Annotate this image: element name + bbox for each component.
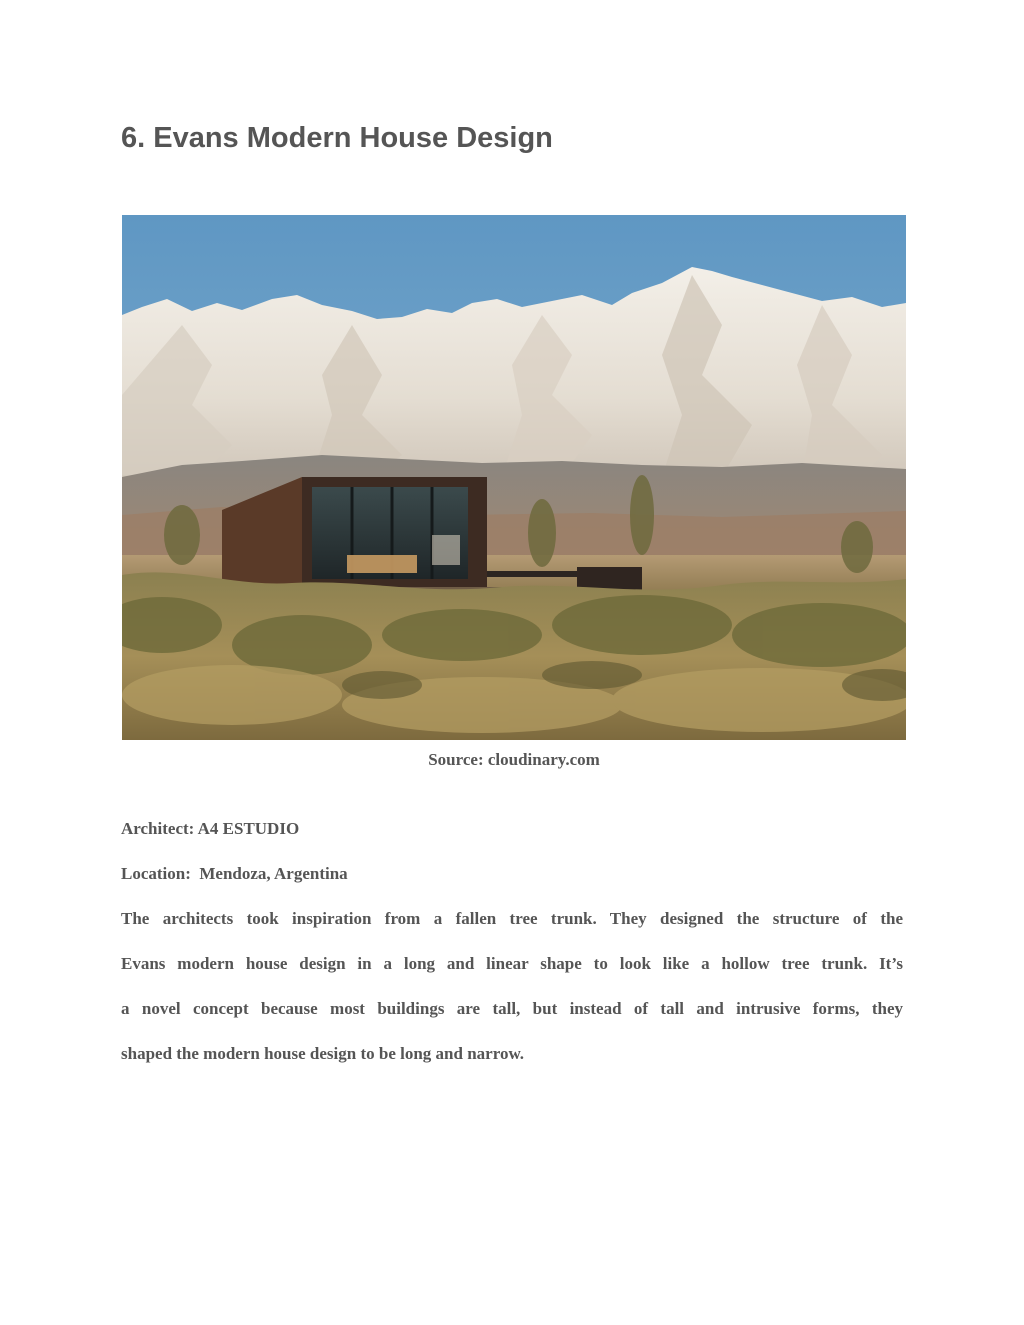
page-title: 6. Evans Modern House Design bbox=[121, 122, 553, 154]
image-caption: Source: cloudinary.com bbox=[428, 750, 600, 769]
description-line: shaped the modern house design to be long and narrow. bbox=[121, 1044, 525, 1063]
description-line: a novel concept because most buildings are tall, but instead of tall and intrusive forms, they bbox=[121, 999, 903, 1018]
description-line: The architects took inspiration from a fallen tree trunk. They designed the structure of the bbox=[121, 909, 903, 928]
evans-house-photo bbox=[122, 215, 906, 740]
location-line: Location: Mendoza, Argentina bbox=[121, 864, 348, 883]
description-paragraph bbox=[121, 907, 903, 1087]
description-line: Evans modern house design in a long and linear shape to look like a hollow tree trunk. It’s bbox=[121, 954, 903, 973]
architect-line: Architect: A4 ESTUDIO bbox=[121, 819, 300, 838]
